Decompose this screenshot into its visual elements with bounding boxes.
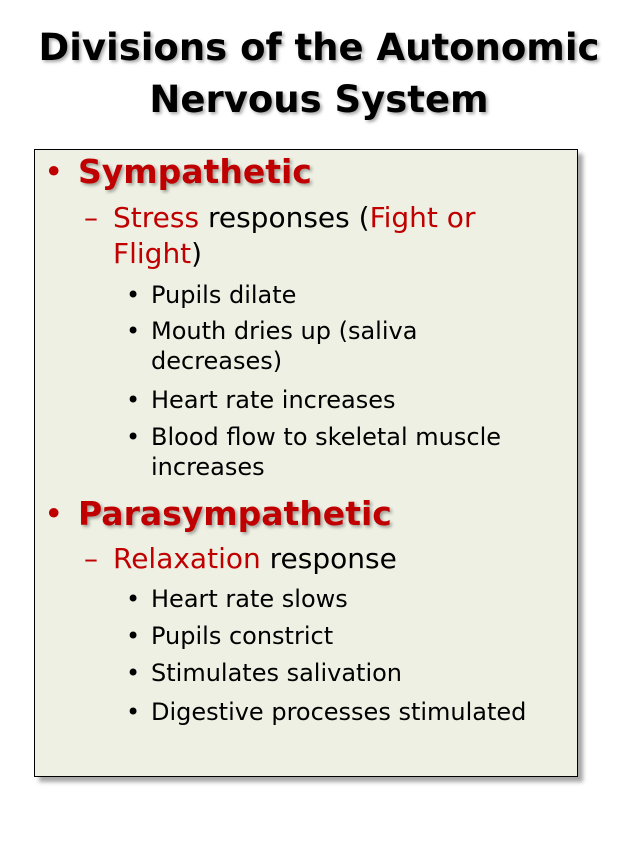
list-item-text: Digestive processes stimulated [151, 698, 527, 726]
list-item-text: Pupils dilate [151, 281, 297, 309]
list-item-text: Pupils constrict [151, 622, 334, 650]
title-line-2: Nervous System [149, 78, 489, 121]
bullet-icon: • [126, 659, 141, 687]
list-item [126, 385, 395, 415]
list-item-text: Heart rate slows [151, 585, 348, 613]
list-item-continuation: increases [151, 453, 265, 481]
parasympathetic-heading-text: Parasympathetic [78, 494, 392, 533]
list-item-text: Stimulates salivation [151, 659, 403, 687]
fight-or-text: Fight or [369, 201, 476, 234]
bullet-icon: • [126, 386, 141, 414]
close-paren-text: ) [191, 237, 203, 270]
parasympathetic-heading [44, 494, 392, 534]
bullet-icon: • [126, 622, 141, 650]
bullet-icon: • [44, 152, 64, 191]
stress-text: Stress [113, 201, 200, 234]
bullet-icon: • [126, 585, 141, 613]
parasympathetic-subpoint [84, 541, 397, 577]
bullet-icon: • [126, 281, 141, 309]
list-item [126, 658, 402, 688]
relaxation-text: Relaxation [113, 542, 261, 575]
sympathetic-subpoint-continuation [84, 236, 475, 272]
slide-title [0, 22, 638, 126]
dash-icon: – [84, 542, 98, 575]
list-item [126, 316, 417, 376]
title-line-1: Divisions of the Autonomic [38, 26, 600, 69]
list-item [126, 621, 333, 651]
bullet-icon: • [126, 317, 141, 345]
bullet-icon: • [126, 423, 141, 451]
response-text: response [260, 542, 397, 575]
sympathetic-subpoint [84, 200, 475, 272]
list-item-text: Blood flow to skeletal muscle [151, 423, 502, 451]
list-item [126, 697, 526, 727]
responses-text: responses ( [199, 201, 370, 234]
list-item-text: Mouth dries up (saliva [151, 317, 418, 345]
sympathetic-heading-text: Sympathetic [78, 152, 312, 191]
sympathetic-heading [44, 152, 312, 192]
list-item [126, 584, 348, 614]
list-item [126, 280, 296, 310]
bullet-icon: • [126, 698, 141, 726]
flight-text: Flight [113, 237, 192, 270]
bullet-icon: • [44, 494, 64, 533]
list-item-continuation: decreases) [151, 347, 283, 375]
list-item-text: Heart rate increases [151, 386, 396, 414]
dash-icon: – [84, 201, 98, 234]
list-item [126, 422, 501, 482]
